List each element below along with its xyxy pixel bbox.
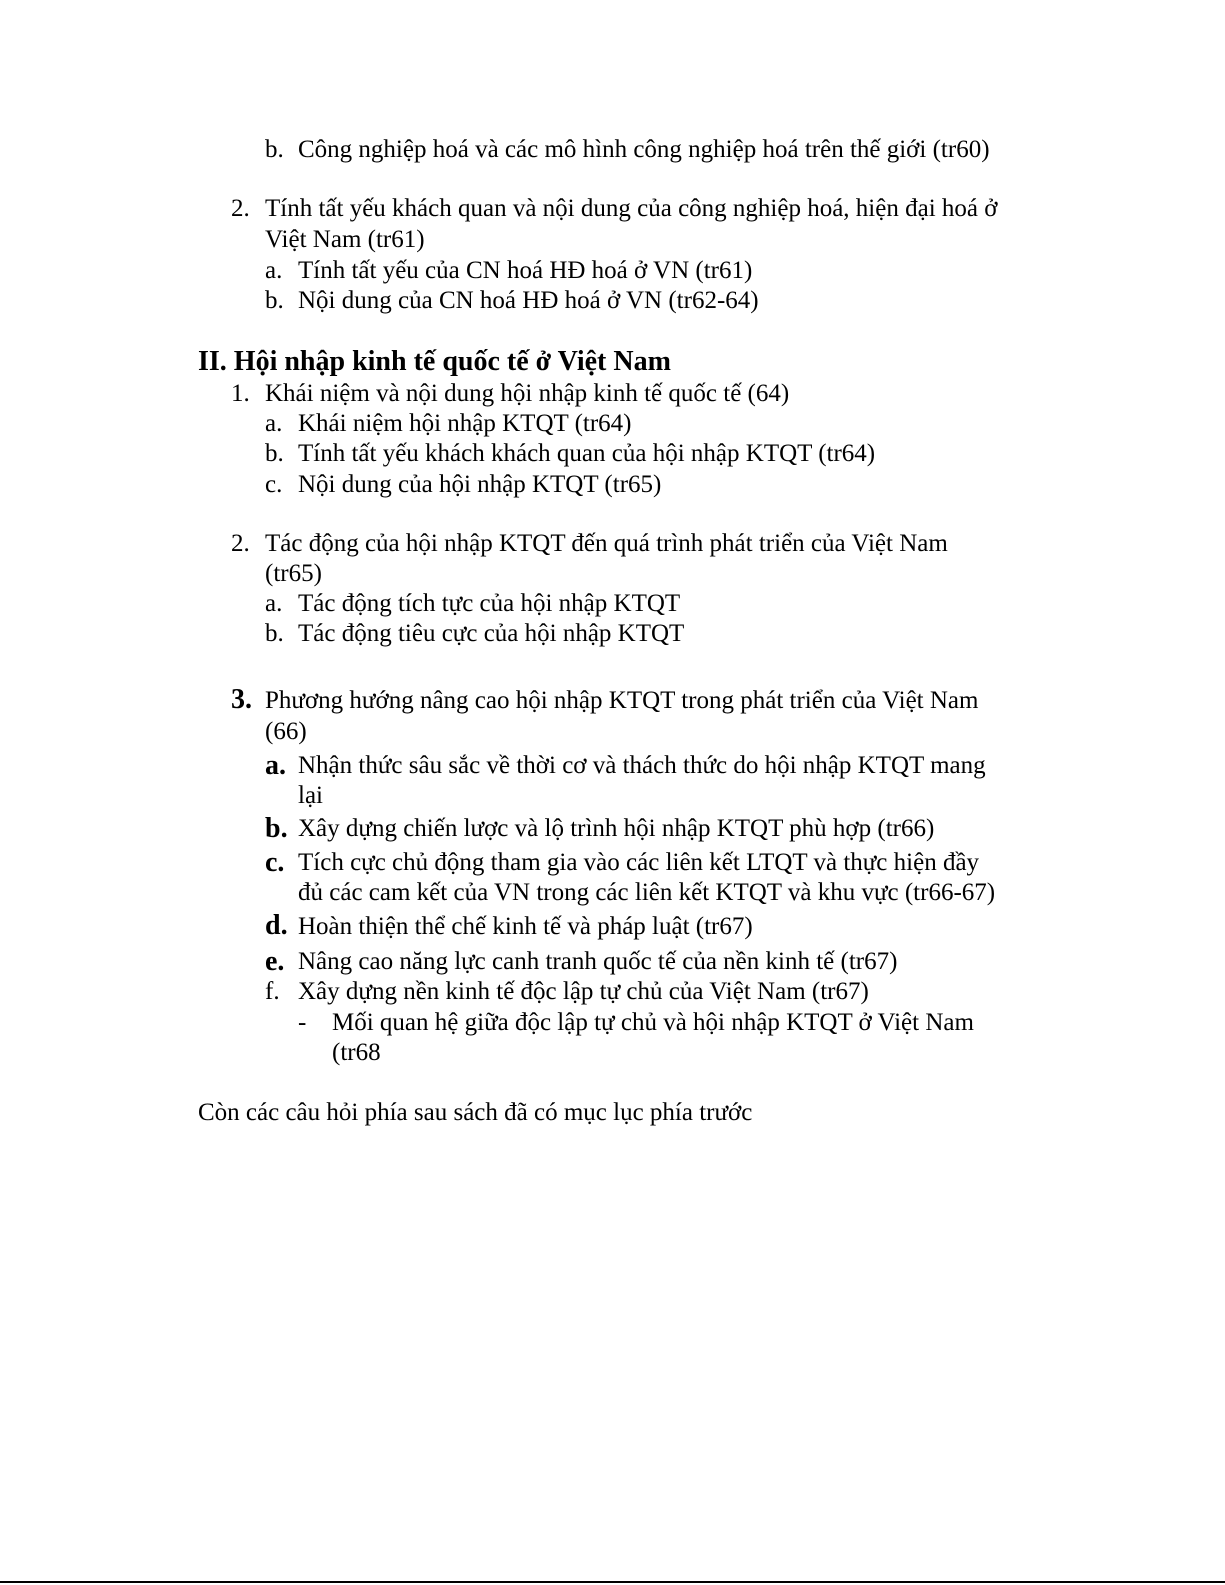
list-marker: c. bbox=[265, 471, 283, 498]
footer-note: Còn các câu hỏi phía sau sách đã có mục lục phía trước bbox=[198, 1099, 753, 1126]
page-bottom-border bbox=[0, 1581, 1225, 1583]
list-marker: - bbox=[298, 1009, 307, 1036]
list-item-text: (tr68 bbox=[332, 1039, 381, 1066]
list-marker: b. bbox=[265, 287, 284, 314]
list-item-text: Xây dựng nền kinh tế độc lập tự chủ của Việt Nam (tr67) bbox=[298, 978, 869, 1005]
list-marker: b. bbox=[265, 620, 284, 647]
list-item-text: lại bbox=[298, 782, 323, 809]
list-item-text: Nâng cao năng lực canh tranh quốc tế của nền kinh tế (tr67) bbox=[298, 948, 898, 975]
list-item-text: Nội dung của CN hoá HĐ hoá ở VN (tr62-64) bbox=[298, 287, 759, 314]
list-item-text: Tính tất yếu khách khách quan của hội nhập KTQT (tr64) bbox=[298, 440, 876, 467]
list-item-text: Công nghiệp hoá và các mô hình công nghiệp hoá trên thế giới (tr60) bbox=[298, 136, 990, 163]
list-item-text: Khái niệm và nội dung hội nhập kinh tế quốc tế (64) bbox=[265, 380, 790, 407]
list-marker: a. bbox=[265, 750, 286, 781]
list-marker: a. bbox=[265, 257, 283, 284]
list-marker: f. bbox=[265, 978, 280, 1005]
list-item-text: Tích cực chủ động tham gia vào các liên kết LTQT và thực hiện đầy bbox=[298, 849, 980, 876]
list-marker: 1. bbox=[231, 380, 250, 407]
list-marker: c. bbox=[265, 847, 285, 878]
list-marker: a. bbox=[265, 590, 283, 617]
list-item-text: (66) bbox=[265, 718, 307, 745]
list-item-text: Tính tất yếu khách quan và nội dung của công nghiệp hoá, hiện đại hoá ở bbox=[265, 195, 998, 222]
list-marker: 2. bbox=[231, 195, 250, 222]
list-item-text: Tác động của hội nhập KTQT đến quá trình phát triển của Việt Nam bbox=[265, 530, 948, 557]
list-item-text: Việt Nam (tr61) bbox=[265, 226, 425, 253]
list-marker: a. bbox=[265, 410, 283, 437]
section-heading: II. Hội nhập kinh tế quốc tế ở Việt Nam bbox=[198, 346, 671, 377]
list-marker: b. bbox=[265, 136, 284, 163]
list-item-text: đủ các cam kết của VN trong các liên kết KTQT và khu vực (tr66-67) bbox=[298, 879, 996, 906]
list-item-text: Xây dựng chiến lược và lộ trình hội nhập KTQT phù hợp (tr66) bbox=[298, 815, 935, 842]
list-item-text: Tác động tích tực của hội nhập KTQT bbox=[298, 590, 681, 617]
list-item-text: Phương hướng nâng cao hội nhập KTQT trong phát triển của Việt Nam bbox=[265, 687, 979, 714]
list-item-text: Tác động tiêu cực của hội nhập KTQT bbox=[298, 620, 685, 647]
list-marker: b. bbox=[265, 440, 284, 467]
list-item-text: Mối quan hệ giữa độc lập tự chủ và hội nhập KTQT ở Việt Nam bbox=[332, 1009, 974, 1036]
list-item-text: Nội dung của hội nhập KTQT (tr65) bbox=[298, 471, 662, 498]
list-item-text: (tr65) bbox=[265, 560, 322, 587]
list-item-text: Hoàn thiện thể chế kinh tế và pháp luật (tr67) bbox=[298, 913, 753, 940]
list-marker: 2. bbox=[231, 530, 250, 557]
list-item-text: Tính tất yếu của CN hoá HĐ hoá ở VN (tr61) bbox=[298, 257, 753, 284]
list-marker: e. bbox=[265, 946, 285, 977]
list-item-text: Nhận thức sâu sắc về thời cơ và thách thức do hội nhập KTQT mang bbox=[298, 752, 986, 779]
list-marker: 3. bbox=[231, 684, 252, 715]
list-marker: d. bbox=[265, 910, 288, 941]
list-item-text: Khái niệm hội nhập KTQT (tr64) bbox=[298, 410, 632, 437]
list-marker: b. bbox=[265, 813, 288, 844]
